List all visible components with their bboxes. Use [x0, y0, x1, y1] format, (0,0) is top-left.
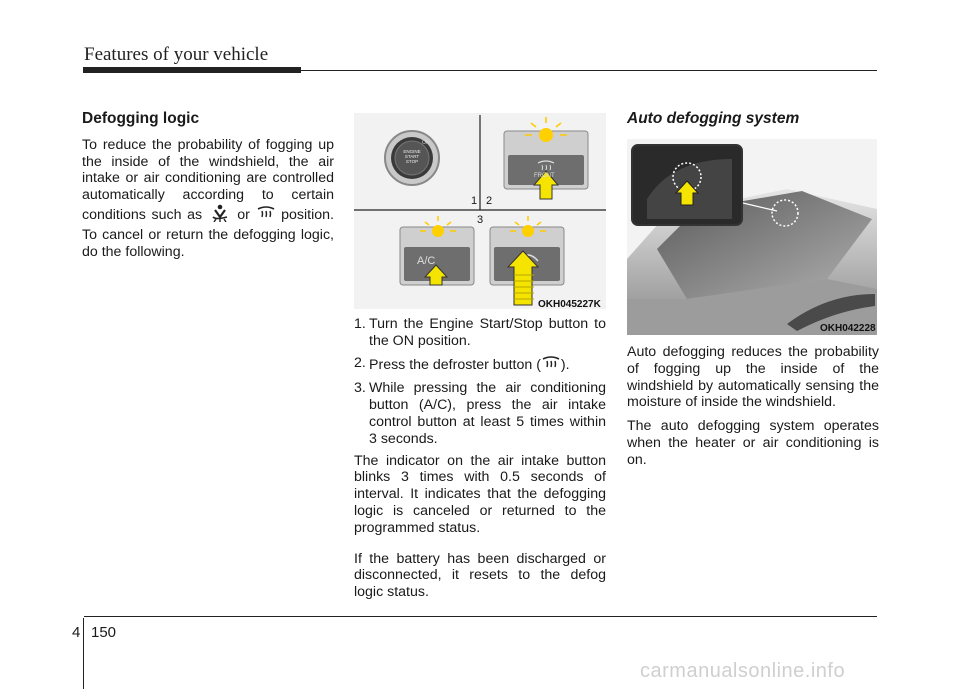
step-text: Press the defroster button (	[369, 356, 541, 373]
page-number: 150	[91, 624, 117, 641]
figure-code: OKH045227K	[538, 299, 601, 310]
header-title: Features of your vehicle	[84, 44, 269, 65]
floor-defrost-icon	[208, 204, 232, 227]
indicator-paragraph: The indicator on the air intake button blinks 3 times with 0.5 seconds of interval. It indicates that the defogging logic is canceled or returned to the programmed status.	[354, 452, 606, 536]
figure-label-1: 1	[471, 195, 478, 207]
front-label: FRONT	[534, 173, 555, 179]
start-text-start: START	[404, 154, 420, 159]
step-text: Turn the Engine Start/Stop button to the ON position.	[369, 316, 606, 349]
middle-column	[354, 316, 606, 607]
on-label: ON	[422, 140, 430, 146]
auto-defogging-figure	[627, 139, 877, 335]
para-or: or	[237, 207, 250, 224]
right-column-heading	[627, 111, 879, 128]
section-heading-defogging-logic: Defogging logic	[82, 110, 200, 127]
auto-defogging-paragraph-2: The auto defogging system operates when the heater or air conditioning is on.	[627, 418, 879, 468]
step-2	[354, 355, 606, 376]
section-heading-auto-defogging: Auto defogging system	[627, 110, 800, 127]
footer-rule	[84, 616, 877, 617]
step-text-end: ).	[560, 356, 570, 373]
auto-defogging-paragraph-1: Auto defogging reduces the probability of fogging up the inside of the windshield by automatically sensing the moisture of inside the windshield.	[627, 344, 879, 411]
figure-label-2: 2	[486, 195, 493, 207]
footer-divider	[83, 618, 84, 689]
step-number: 3.	[354, 380, 366, 397]
header-bar	[83, 67, 301, 73]
step-number: 2.	[354, 354, 366, 371]
step-1	[354, 316, 606, 350]
left-column	[82, 111, 334, 266]
chapter-number: 4	[72, 624, 81, 641]
para-text-2: position. To cancel or return the defogging logic, do the following.	[82, 207, 334, 260]
defogging-logic-figure	[354, 113, 606, 309]
defroster-icon	[541, 355, 561, 376]
step-text: While pressing the air conditioning button (A/C), press the air intake control button at least 5 times within 3 seconds.	[369, 380, 606, 447]
battery-paragraph: If the battery has been discharged or disconnected, it resets to the defog logic status.	[354, 550, 606, 601]
step-number: 1.	[354, 316, 366, 332]
right-column	[627, 344, 879, 475]
step-3	[354, 380, 606, 447]
figure-code-right: OKH042228	[820, 323, 876, 334]
start-button-label	[402, 149, 422, 164]
ac-label: A/C	[417, 255, 436, 267]
header-rule	[301, 70, 877, 71]
para-text-1: To reduce the probability of fogging up the inside of the windshield, the air intake or air conditioning are controlled automatically according to certain conditions such as	[82, 136, 334, 224]
start-text-engine: ENGINE	[403, 149, 421, 154]
defogging-logic-paragraph	[82, 137, 334, 261]
steps-list	[354, 316, 606, 448]
start-text-stop: STOP	[405, 159, 419, 164]
figure-label-3: 3	[477, 214, 484, 226]
defrost-icon	[256, 205, 276, 226]
watermark: carmanualsonline.info	[640, 660, 846, 682]
